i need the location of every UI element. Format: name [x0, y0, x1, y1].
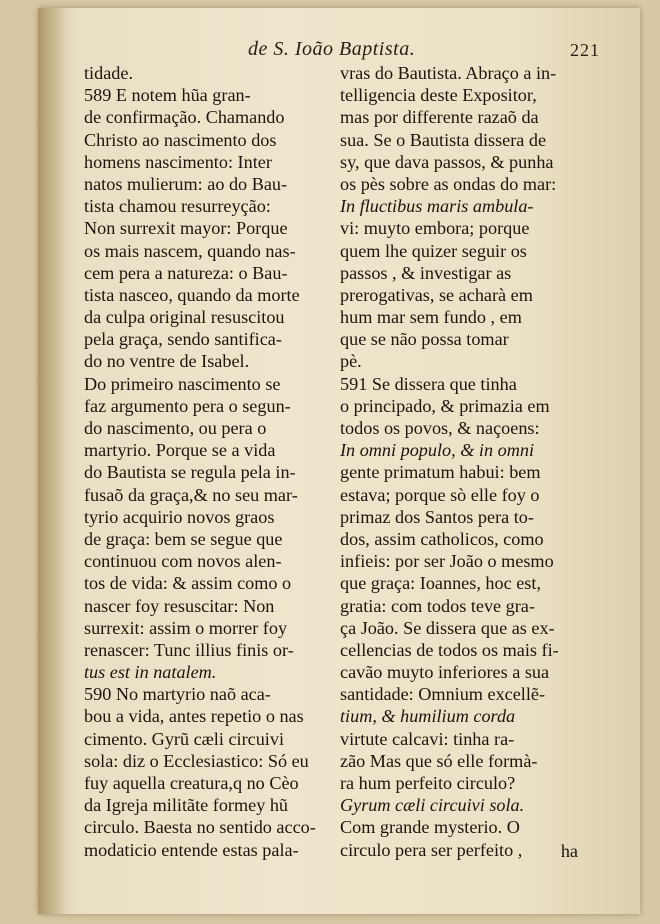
text-line: In fluctibus maris ambula-	[340, 196, 534, 217]
text-line: vi: muyto embora; porque	[340, 218, 530, 239]
text-line: Non surrexit mayor: Porque	[84, 218, 288, 239]
text-line: bou a vida, antes repetio o nas	[84, 706, 304, 727]
text-line: ra hum perfeito circulo?	[340, 773, 516, 793]
gutter-shadow	[38, 8, 66, 914]
text-line: cavão muyto inferiores a sua	[340, 662, 550, 683]
text-line: de graça: bem se segue que	[84, 528, 283, 549]
text-line: da culpa original resuscitou	[84, 307, 285, 328]
text-line: 591 Se dissera que tinha	[340, 373, 517, 394]
text-line: prerogativas, se acharà em	[340, 284, 533, 305]
text-line: que graça: Ioannes, hoc est,	[340, 573, 541, 594]
text-line: zão Mas que só elle formà-	[340, 750, 538, 771]
text-line: modaticio entende estas pala-	[84, 839, 299, 860]
text-line: que se não possa tomar	[340, 329, 509, 350]
text-line: hum mar sem fundo , em	[340, 307, 522, 328]
text-line: cellencias de todos os mais fi-	[340, 639, 559, 660]
text-line: Com grande mysterio. O	[340, 817, 520, 838]
text-line: pè.	[340, 351, 362, 372]
text-line: os pès sobre as ondas do mar:	[340, 173, 557, 194]
text-line: da Igreja militãte formey hũ	[84, 795, 289, 816]
text-line: surrexit: assim o morrer foy	[84, 617, 288, 638]
text-line: o principado, & primazia em	[340, 395, 550, 416]
text-line: tidade.	[84, 63, 133, 83]
text-line: mas por differente razaõ da	[340, 107, 539, 128]
text-line: Gyrum cæli circuivi sola.	[340, 795, 525, 816]
text-line: santidade: Omnium excellẽ-	[340, 684, 546, 705]
text-line: de confirmação. Chamando	[84, 107, 285, 128]
text-line: fuy aquella creatura,q no Cèo	[84, 773, 299, 793]
text-line: estava; porque sò elle foy o	[340, 484, 540, 505]
text-line: natos mulierum: ao do Bau-	[84, 173, 288, 194]
text-line: primaz dos Santos pera to-	[340, 506, 534, 527]
text-line: sy, que dava passos, & punha	[340, 151, 554, 172]
text-line: circulo. Baesta no sentido acco-	[84, 817, 316, 838]
text-line: tium, & humilium corda	[340, 706, 516, 727]
catchword: ha	[560, 841, 578, 861]
text-line: Christo ao nascimento dos	[84, 129, 277, 150]
text-line: tista chamou resurreyção:	[84, 196, 271, 217]
text-line: martyrio. Porque se a vida	[84, 440, 276, 461]
text-line: 589 E notem hũa gran-	[84, 85, 251, 106]
book-page	[38, 8, 640, 914]
right-text-column	[340, 62, 606, 861]
text-line: do no ventre de Isabel.	[84, 351, 250, 372]
text-line: gratia: com todos teve gra-	[340, 595, 535, 616]
page-number: 221	[570, 40, 600, 60]
text-line: os mais nascem, quando nas-	[84, 240, 296, 261]
text-line: nascer foy resuscitar: Non	[84, 595, 275, 616]
running-head: de S. Ioão Baptista.	[248, 38, 416, 60]
text-line: dos, assim catholicos, como	[340, 528, 544, 549]
text-line: tista nasceo, quando da morte	[84, 284, 300, 305]
text-line: faz argumento pera o segun-	[84, 395, 291, 416]
left-text-column	[84, 62, 350, 861]
text-line: renascer: Tunc illius finis or-	[84, 639, 294, 660]
text-line: do nascimento, ou pera o	[84, 418, 267, 438]
text-line: sola: diz o Ecclesiastico: Só eu	[84, 750, 309, 771]
text-line: tus est in natalem.	[84, 662, 217, 683]
text-line: cem pera a natureza: o Bau-	[84, 262, 288, 283]
text-line: ça João. Se dissera que as ex-	[340, 617, 555, 638]
text-line: quem lhe quizer seguir os	[340, 240, 527, 261]
text-line: infieis: por ser João o mesmo	[340, 551, 554, 572]
text-line: cimento. Gyrũ cæli circuivi	[84, 728, 285, 749]
text-line: virtute calcavi: tinha ra-	[340, 728, 515, 749]
text-line: telligencia deste Expositor,	[340, 85, 537, 106]
text-line: passos , & investigar as	[340, 262, 512, 283]
text-line: gente primatum habui: bem	[340, 462, 541, 483]
text-line: do Bautista se regula pela in-	[84, 462, 296, 483]
text-line: sua. Se o Bautista dissera de	[340, 129, 547, 150]
text-line: In omni populo, & in omni	[340, 440, 534, 461]
text-line: Do primeiro nascimento se	[84, 373, 281, 394]
text-line: todos os povos, & naçoens:	[340, 418, 540, 438]
text-line: fusaõ da graça,& no seu mar-	[84, 484, 298, 505]
text-line: tos de vida: & assim como o	[84, 573, 292, 594]
text-line: vras do Bautista. Abraço a in-	[340, 63, 557, 83]
text-line: homens nascimento: Inter	[84, 151, 272, 172]
text-line: 590 No martyrio naõ aca-	[84, 684, 271, 705]
text-line: pela graça, sendo santifica-	[84, 329, 282, 350]
text-line: continuou com novos alen-	[84, 551, 282, 572]
text-line: circulo pera ser perfeito ,	[340, 839, 523, 860]
text-line: tyrio acquirio novos graos	[84, 506, 275, 527]
